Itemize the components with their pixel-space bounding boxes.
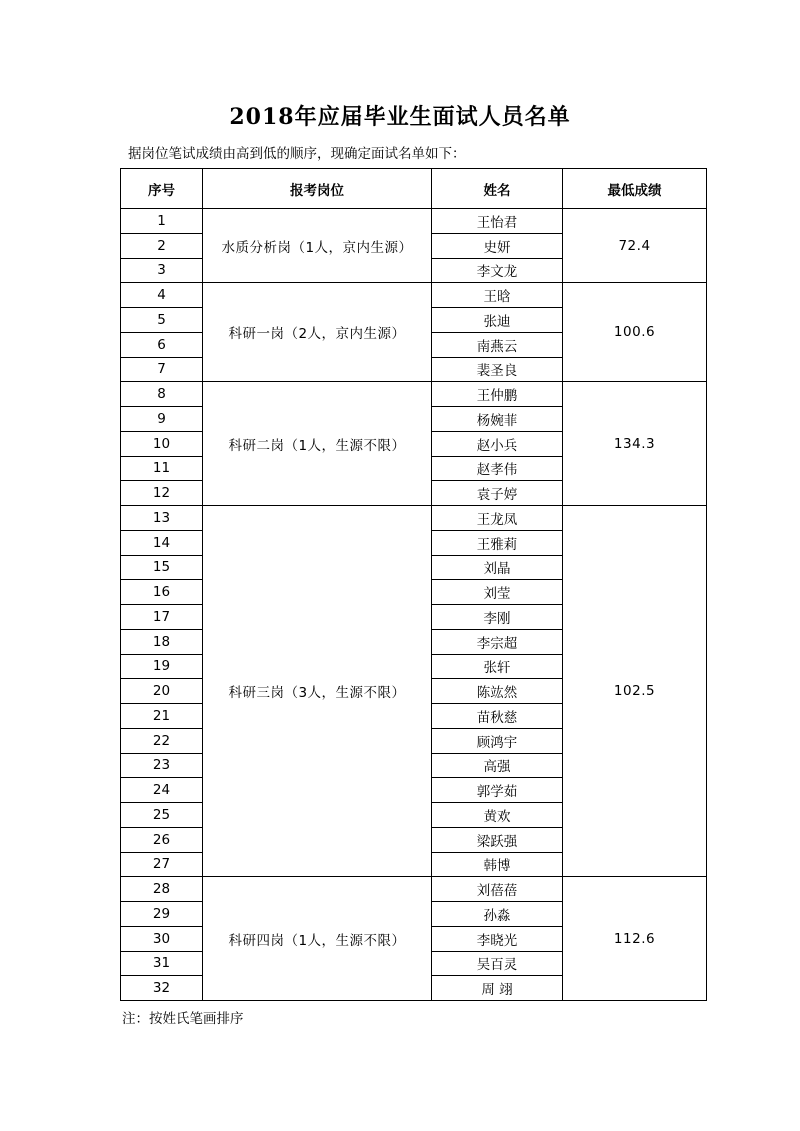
interview-roster-table [120,168,707,1001]
position-cell: 科研四岗（1人，生源不限） [203,877,432,1001]
name-cell: 南燕云 [432,332,563,357]
seq-cell: 9 [121,407,203,432]
name-cell: 裴圣良 [432,357,563,382]
name-cell: 周 翊 [432,976,563,1001]
name-cell: 王仲鹏 [432,382,563,407]
seq-cell: 23 [121,753,203,778]
seq-cell: 18 [121,629,203,654]
name-cell: 梁跃强 [432,827,563,852]
name-cell: 史妍 [432,233,563,258]
seq-cell: 26 [121,827,203,852]
name-cell: 王晗 [432,283,563,308]
roster-body [121,209,707,1001]
name-cell: 刘蓓蓓 [432,877,563,902]
name-cell: 高强 [432,753,563,778]
name-cell: 张轩 [432,654,563,679]
seq-cell: 10 [121,431,203,456]
table-row [121,506,707,531]
name-cell: 李刚 [432,605,563,630]
seq-cell: 11 [121,456,203,481]
seq-cell: 1 [121,209,203,234]
table-row [121,877,707,902]
seq-cell: 6 [121,332,203,357]
seq-cell: 7 [121,357,203,382]
header-seq: 序号 [121,169,203,209]
seq-cell: 24 [121,778,203,803]
name-cell: 王龙凤 [432,506,563,531]
seq-cell: 25 [121,803,203,828]
name-cell: 王怡君 [432,209,563,234]
seq-cell: 20 [121,679,203,704]
name-cell: 苗秋慈 [432,704,563,729]
min-score-cell: 72.4 [563,209,707,283]
name-cell: 顾鸿宇 [432,728,563,753]
name-cell: 韩博 [432,852,563,877]
min-score-cell: 134.3 [563,382,707,506]
seq-cell: 29 [121,902,203,927]
seq-cell: 19 [121,654,203,679]
seq-cell: 22 [121,728,203,753]
page-title: 2018年应届毕业生面试人员名单 [229,104,571,130]
seq-cell: 12 [121,481,203,506]
seq-cell: 32 [121,976,203,1001]
seq-cell: 31 [121,951,203,976]
seq-cell: 5 [121,308,203,333]
name-cell: 张迪 [432,308,563,333]
name-cell: 袁子婷 [432,481,563,506]
name-cell: 吴百灵 [432,951,563,976]
position-cell: 科研一岗（2人，京内生源） [203,283,432,382]
seq-cell: 14 [121,530,203,555]
min-score-cell: 112.6 [563,877,707,1001]
header-min-score: 最低成绩 [563,169,707,209]
name-cell: 郭学茹 [432,778,563,803]
name-cell: 刘晶 [432,555,563,580]
position-cell: 科研三岗（3人，生源不限） [203,506,432,877]
header-name: 姓名 [432,169,563,209]
name-cell: 王雅莉 [432,530,563,555]
footnote: 注：按姓氏笔画排序 [122,1011,244,1027]
table-header-row [121,169,707,209]
seq-cell: 21 [121,704,203,729]
name-cell: 李宗超 [432,629,563,654]
seq-cell: 28 [121,877,203,902]
min-score-cell: 102.5 [563,506,707,877]
table-row [121,209,707,234]
seq-cell: 2 [121,233,203,258]
seq-cell: 16 [121,580,203,605]
position-cell: 科研二岗（1人，生源不限） [203,382,432,506]
seq-cell: 13 [121,506,203,531]
name-cell: 陈竑然 [432,679,563,704]
position-cell: 水质分析岗（1人，京内生源） [203,209,432,283]
name-cell: 孙淼 [432,902,563,927]
name-cell: 刘莹 [432,580,563,605]
seq-cell: 17 [121,605,203,630]
name-cell: 赵小兵 [432,431,563,456]
header-position: 报考岗位 [203,169,432,209]
seq-cell: 30 [121,926,203,951]
name-cell: 李文龙 [432,258,563,283]
seq-cell: 4 [121,283,203,308]
seq-cell: 15 [121,555,203,580]
table-row [121,283,707,308]
name-cell: 杨婉菲 [432,407,563,432]
intro-text: 据岗位笔试成绩由高到低的顺序，现确定面试名单如下： [128,146,466,162]
seq-cell: 3 [121,258,203,283]
name-cell: 黄欢 [432,803,563,828]
seq-cell: 8 [121,382,203,407]
name-cell: 赵孝伟 [432,456,563,481]
min-score-cell: 100.6 [563,283,707,382]
name-cell: 李晓光 [432,926,563,951]
seq-cell: 27 [121,852,203,877]
table-row [121,382,707,407]
